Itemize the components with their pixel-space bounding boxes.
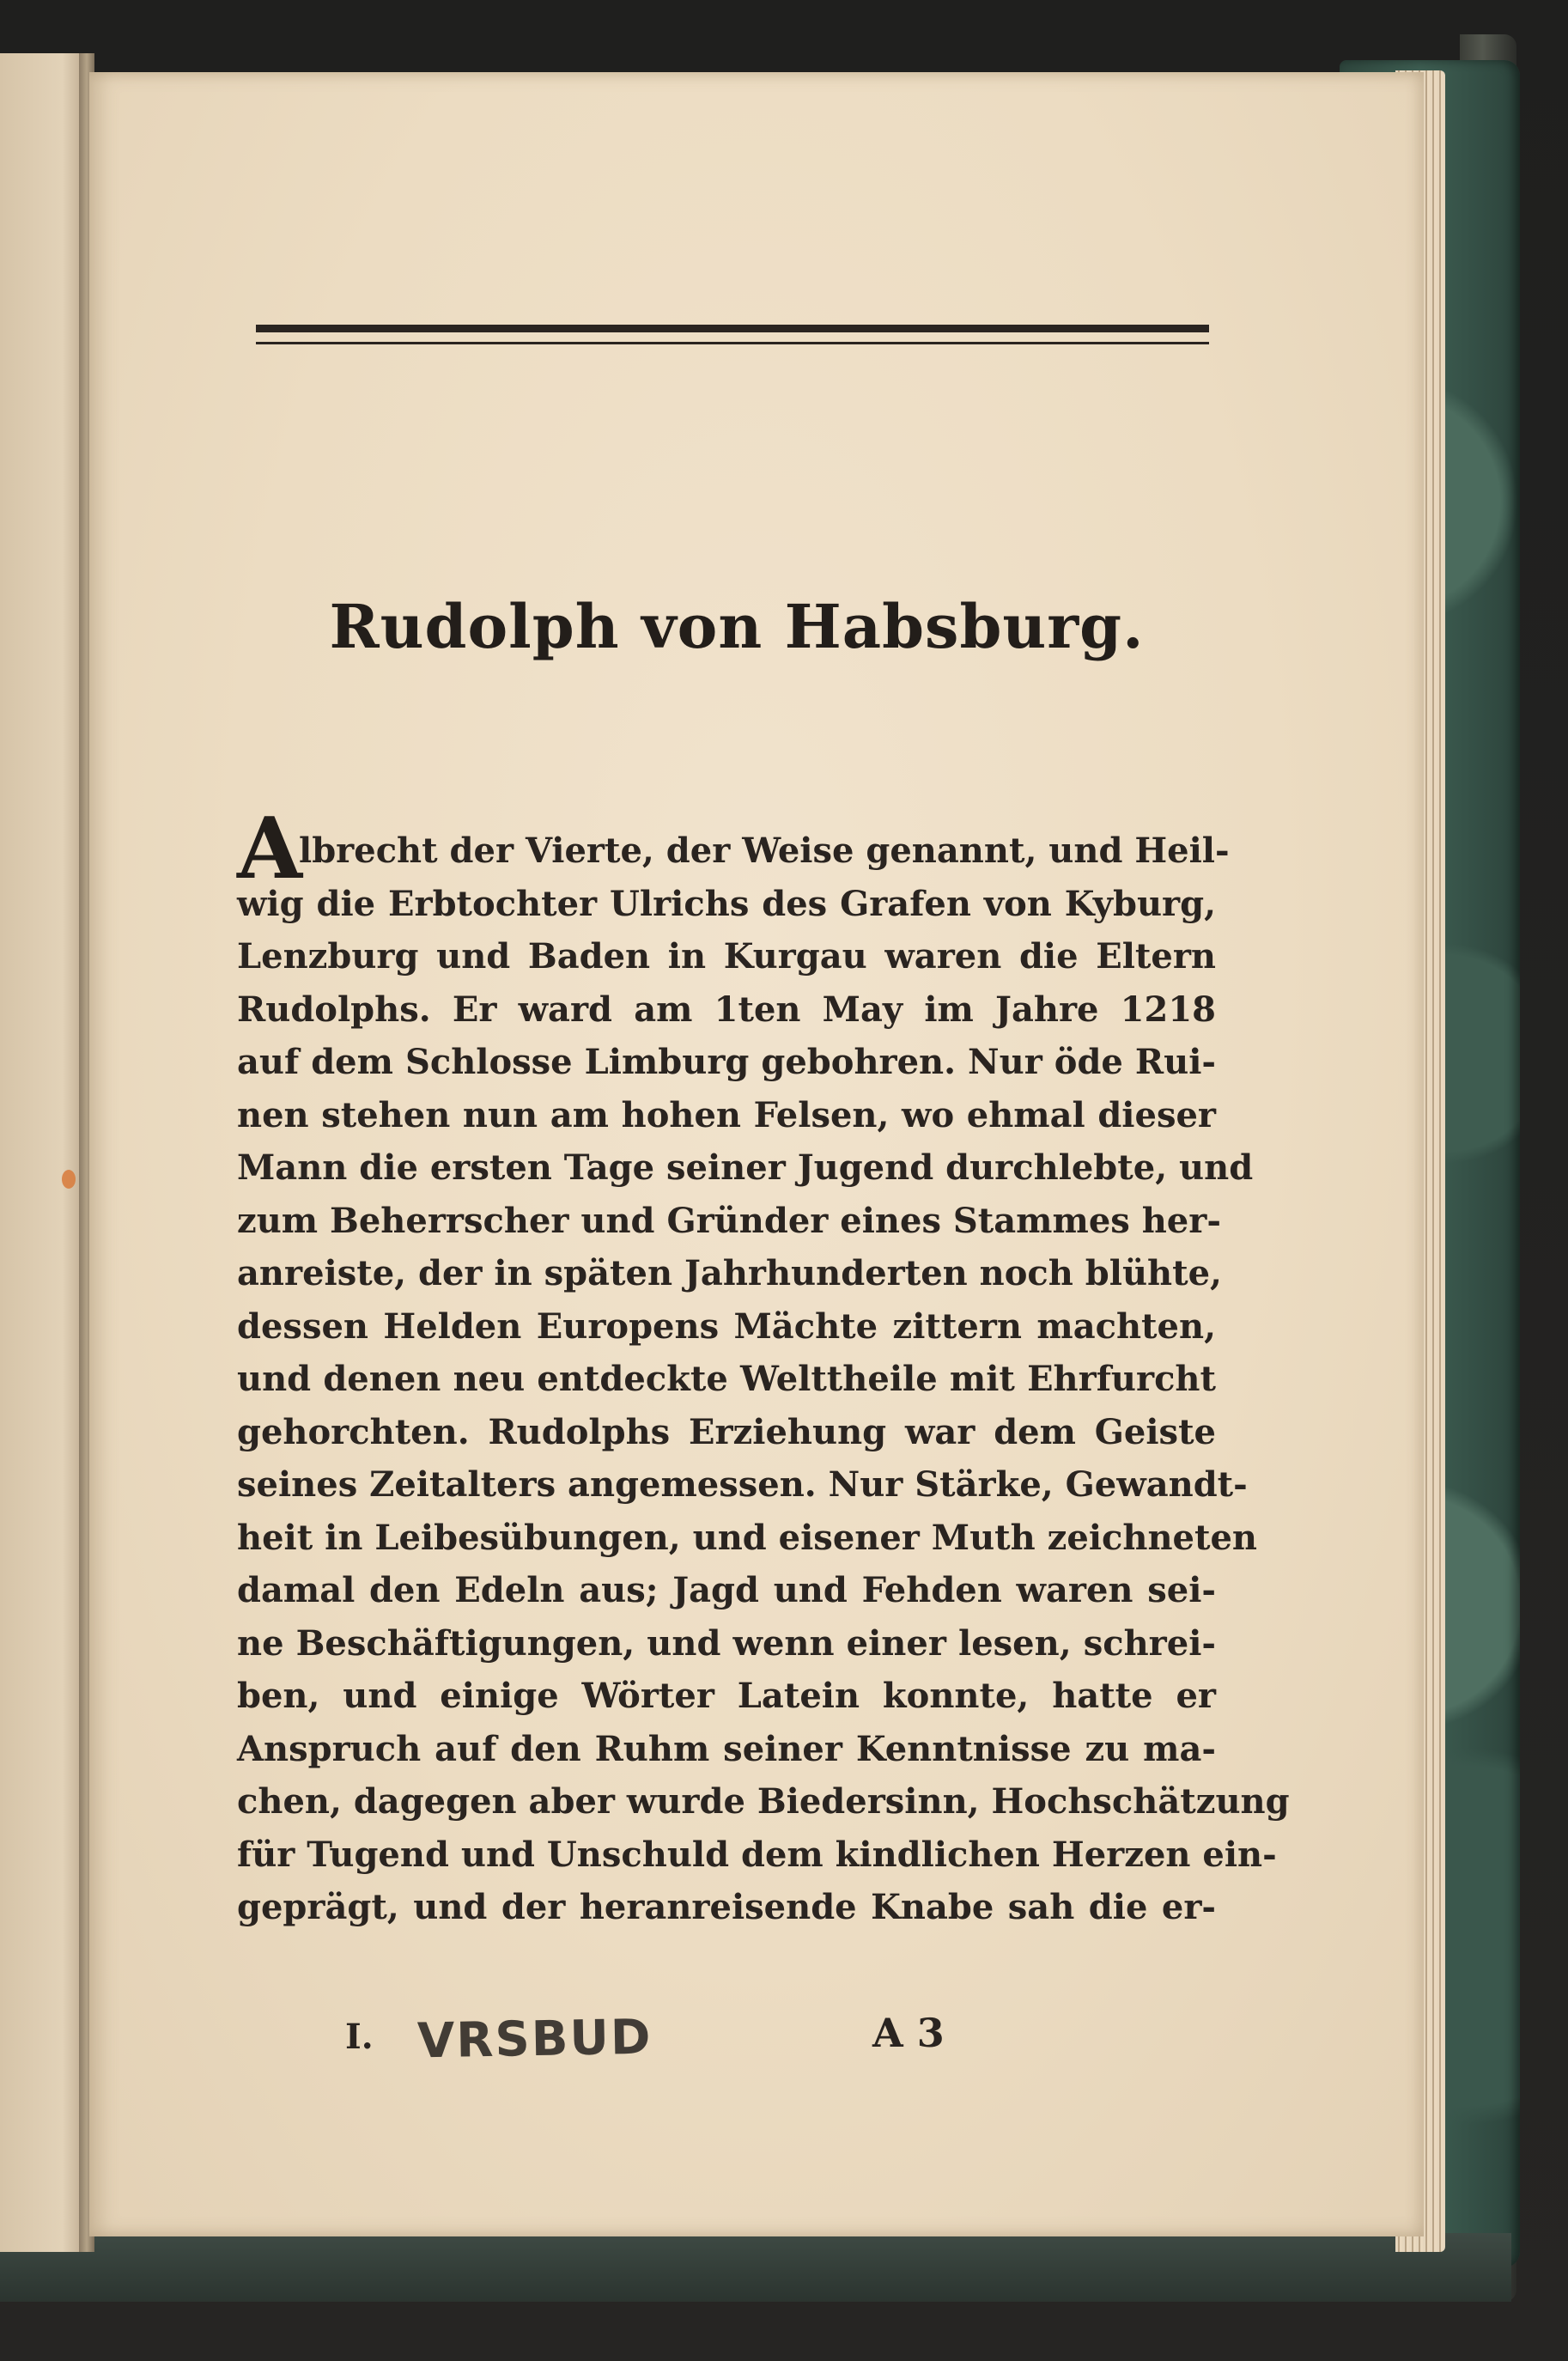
text-line: dessen Helden Europens Mächte zittern machten,	[237, 1305, 1216, 1347]
text-line: chen, dagegen aber wurde Biedersinn, Hochschätzung	[237, 1781, 1290, 1822]
text-line: zum Beherrscher und Gründer eines Stammes her-	[237, 1200, 1221, 1241]
text-line: für Tugend und Unschuld dem kindlichen Herzen ein-	[237, 1834, 1277, 1875]
left-facing-page	[0, 53, 89, 2252]
text-line: damal den Edeln aus; Jagd und Fehden waren sei-	[237, 1570, 1216, 1610]
text-line: lbrecht der Vierte, der Weise genannt, und Heil-	[299, 831, 1230, 871]
text-line: geprägt, und der heranreisende Knabe sah die er-	[237, 1887, 1216, 1927]
header-rule-thick	[256, 325, 1209, 332]
text-line: auf dem Schlosse Limburg gebohren. Nur öde Rui-	[237, 1042, 1216, 1082]
text-line: Mann die ersten Tage seiner Jugend durchlebte, und	[237, 1147, 1254, 1188]
text-line: ben, und einige Wörter Latein konnte, hatte er	[237, 1676, 1216, 1716]
text-line: seines Zeitalters angemessen. Nur Stärke, Gewandt-	[237, 1464, 1248, 1505]
library-stamp: VRSBUD	[416, 2009, 653, 2070]
text-line: nen stehen nun am hohen Felsen, wo ehmal dieser	[237, 1094, 1216, 1135]
text-line: ne Beschäftigungen, und wenn einer lesen, schrei-	[237, 1622, 1216, 1664]
text-line: Lenzburg und Baden in Kurgau waren die Eltern	[237, 936, 1216, 977]
book-binding	[0, 2233, 1511, 2302]
paper-stain	[62, 1170, 76, 1189]
text-line: wig die Erbtochter Ulrichs des Grafen von Kyburg,	[237, 883, 1216, 924]
text-line: anreiste, der in späten Jahrhunderten noch blühte,	[237, 1253, 1222, 1293]
text-line: heit in Leibesübungen, und eisener Muth zeichneten	[237, 1517, 1257, 1558]
volume-number: I.	[345, 2017, 374, 2057]
header-rule-thin	[256, 342, 1209, 344]
text-line: und denen neu entdeckte Welttheile mit Ehrfurcht	[237, 1359, 1216, 1399]
text-line: gehorchten. Rudolphs Erziehung war dem Geiste	[237, 1411, 1216, 1452]
text-line: Rudolphs. Er ward am 1ten May im Jahre 1218	[237, 989, 1216, 1030]
chapter-title: Rudolph von Habsburg.	[329, 591, 1145, 662]
body-text	[237, 825, 1290, 1934]
signature-mark: A 3	[872, 2010, 945, 2056]
drop-cap: A	[237, 800, 303, 898]
text-line: Anspruch auf den Ruhm seiner Kenntnisse zu ma-	[237, 1728, 1216, 1769]
